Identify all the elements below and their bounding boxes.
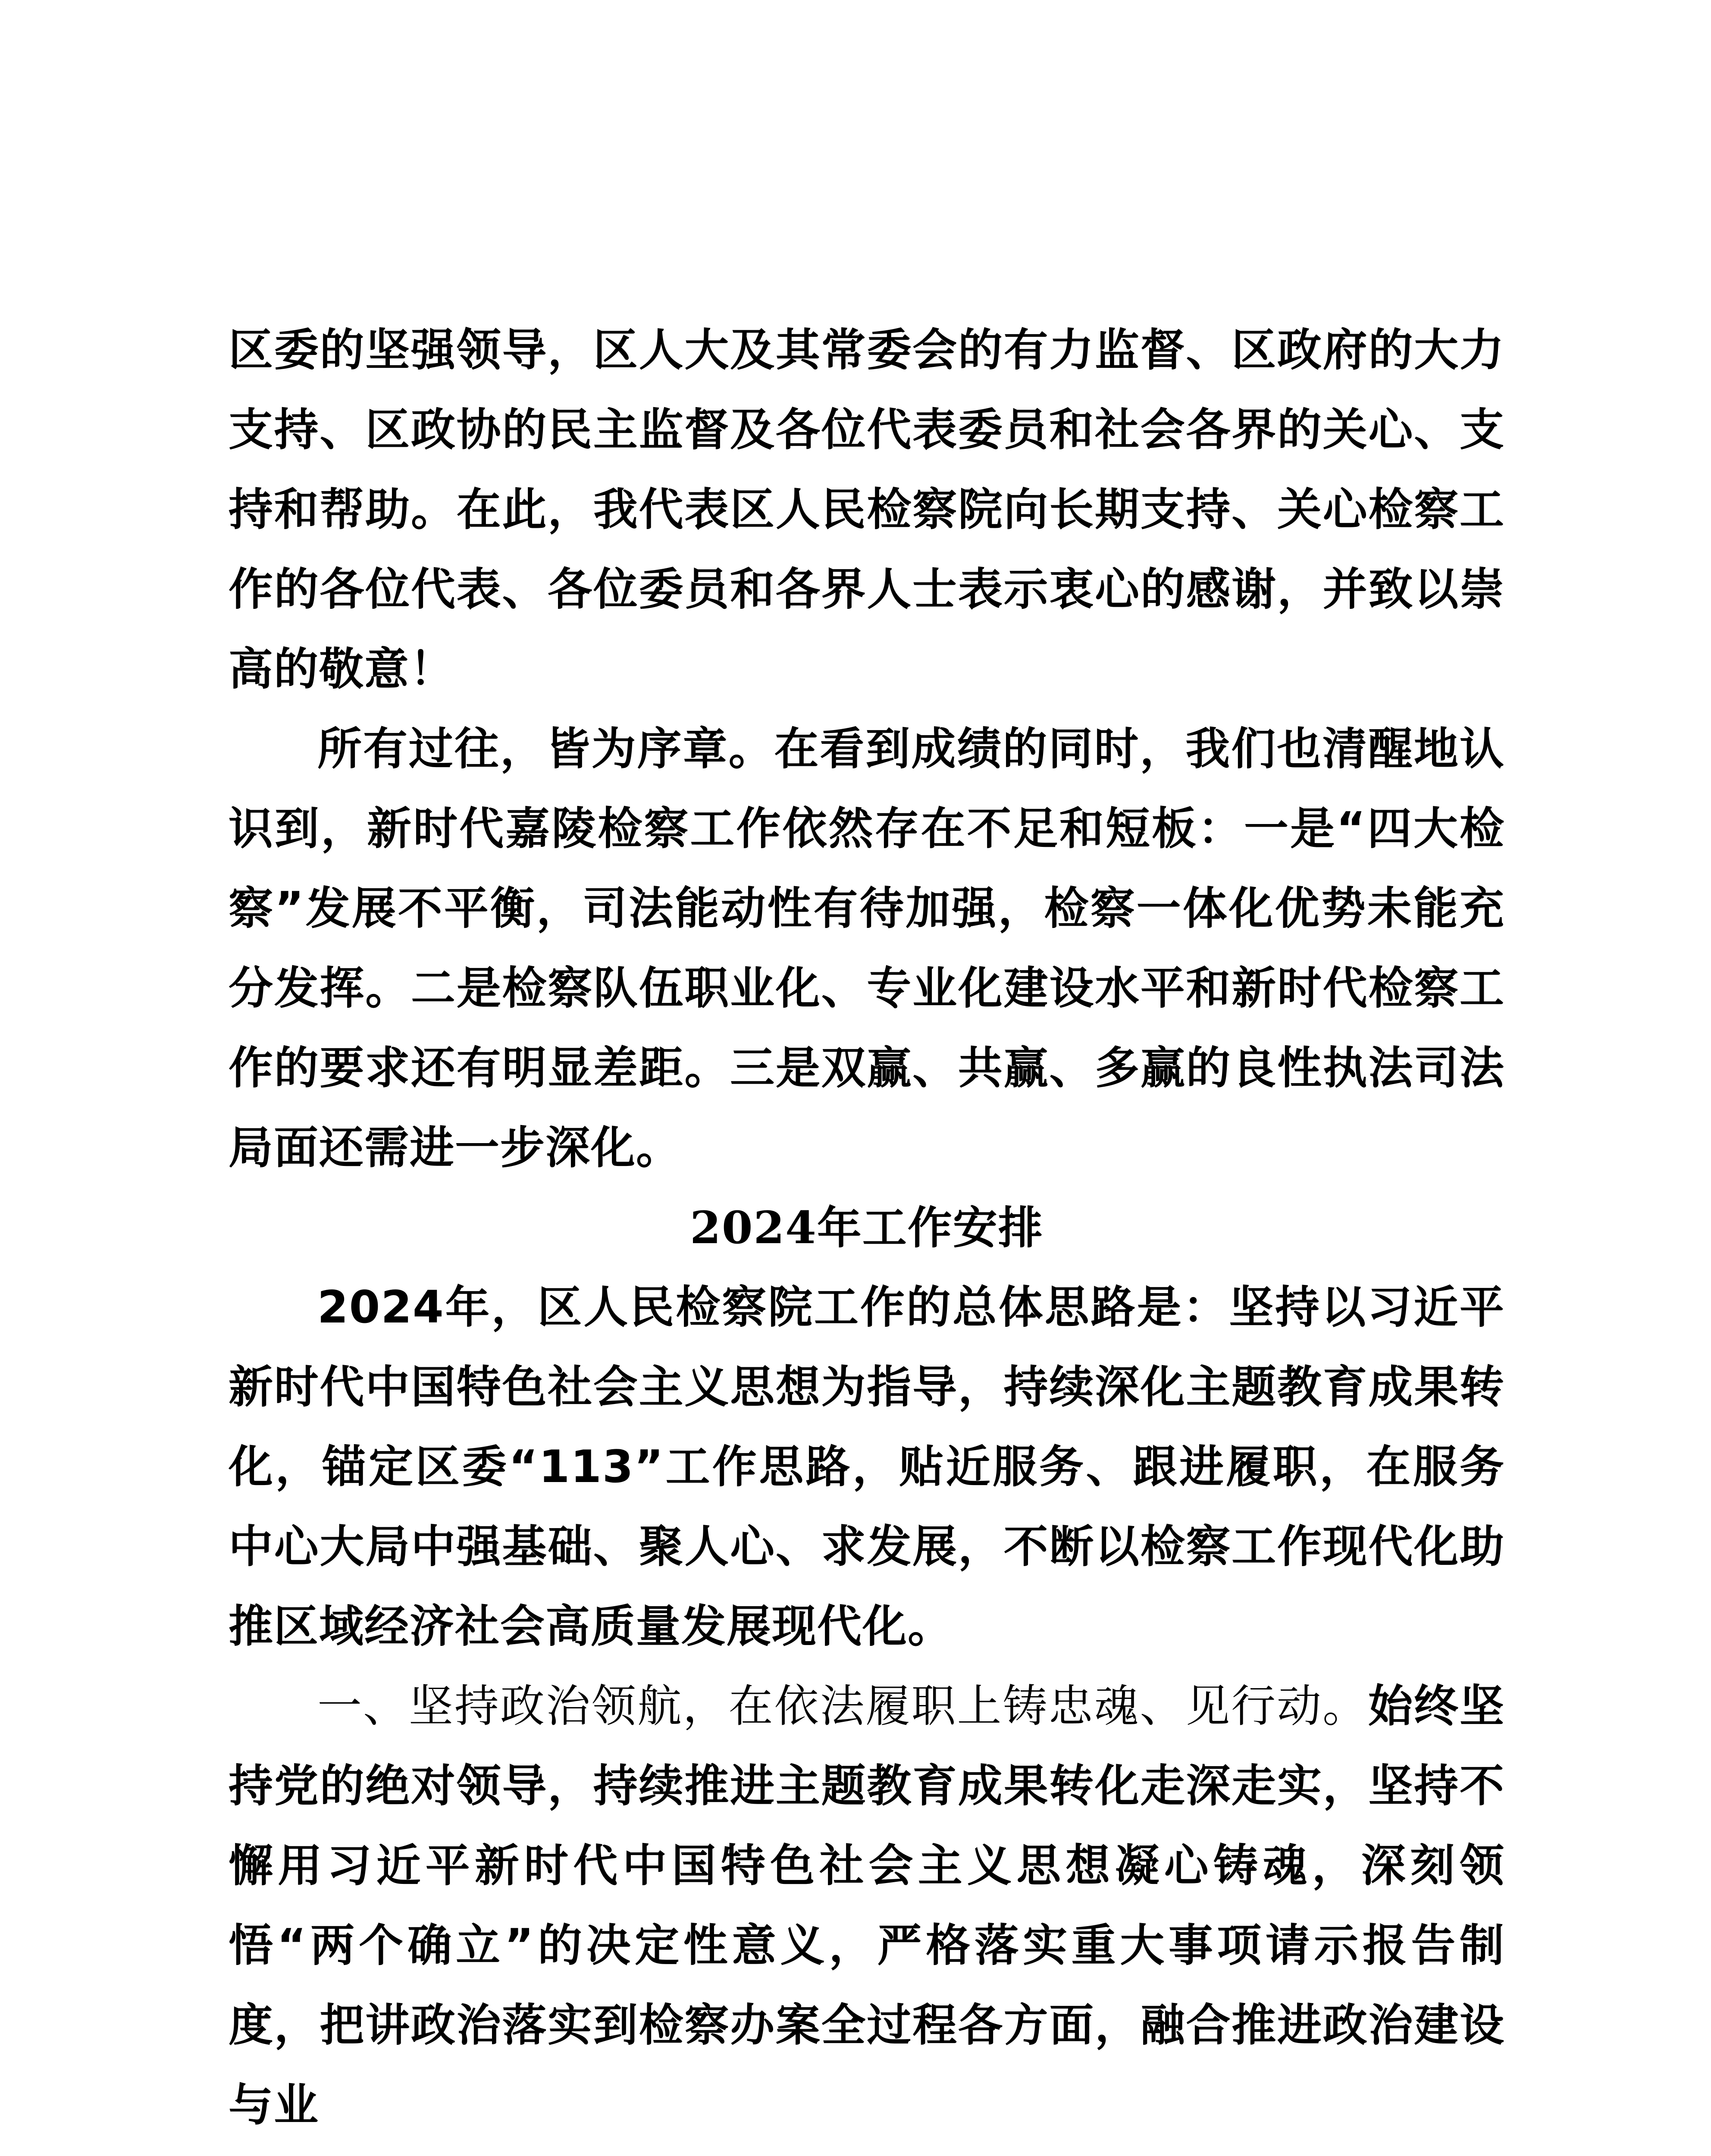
section-heading: 2024年工作安排 bbox=[690, 1202, 1044, 1254]
paragraph-acknowledgement: 区委的坚强领导，区人大及其常委会的有力监督、区政府的大力支持、区政协的民主监督及各位代表委员和社会各界的关心、支持和帮助。在此，我代表区人民检察院向长期支持、关心检察工作的各位代表、各位委员和各界人士表示衷心的感谢，并致以崇高的敬意！ bbox=[229, 324, 1505, 695]
item-one-body: 始终坚持党的绝对领导，持续推进主题教育成果转化走深走实，坚持不懈用习近平新时代中国特色社会主义思想凝心铸魂，深刻领悟“两个确立”的决定性意义，严格落实重大事项请示报告制度，把讲政治落实到检察办案全过程各方面，融合推进政治建设与业 bbox=[229, 1680, 1505, 2131]
paragraph-item-one bbox=[229, 1667, 1505, 2145]
paragraph-shortcomings: 所有过往，皆为序章。在看到成绩的同时，我们也清醒地认识到，新时代嘉陵检察工作依然存在不足和短板：一是“四大检察”发展不平衡，司法能动性有待加强，检察一体化优势未能充分发挥。二是检察队伍职业化、专业化建设水平和新时代检察工作的要求还有明显差距。三是双赢、共赢、多赢的良性执法司法局面还需进一步深化。 bbox=[229, 723, 1505, 1174]
paragraph-overall-approach: 2024年，区人民检察院工作的总体思路是：坚持以习近平新时代中国特色社会主义思想为指导，持续深化主题教育成果转化，锚定区委“113”工作思路，贴近服务、跟进履职，在服务中心大局中强基础、聚人心、求发展，不断以检察工作现代化助推区域经济社会高质量发展现代化。 bbox=[229, 1282, 1505, 1652]
item-one-heading: 一、坚持政治领航，在依法履职上铸忠魂、见行动。 bbox=[317, 1680, 1369, 1732]
